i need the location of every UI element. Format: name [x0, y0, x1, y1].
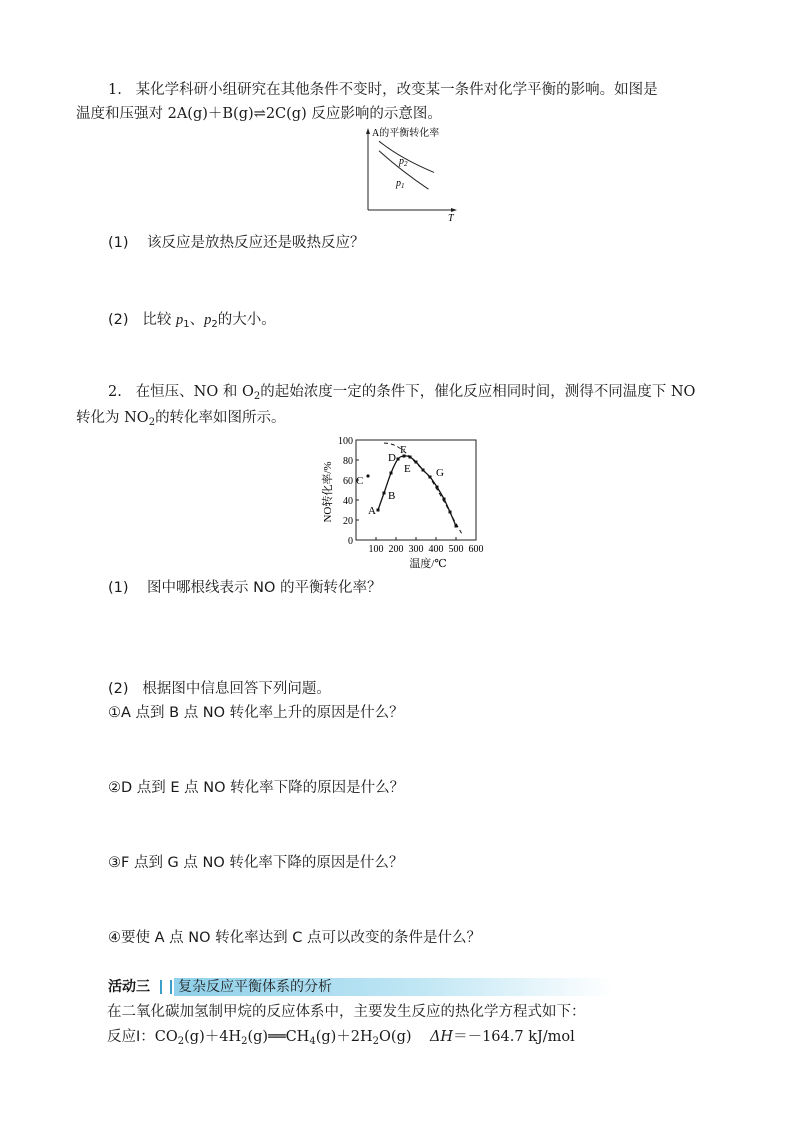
- chart2-xtick-label-500: 500: [448, 544, 464, 555]
- chart2-axes: [338, 436, 484, 555]
- q1-number: 1.: [108, 82, 122, 98]
- chart2-ytick-label-60: 60: [343, 476, 353, 487]
- q2-sub2-text: 根据图中信息回答下列问题。: [142, 681, 331, 697]
- q1-line1: [108, 80, 658, 100]
- chart2-marker: [390, 472, 393, 475]
- chart2-xtick-label-600: 600: [468, 544, 484, 555]
- reaction-1-label: 反应Ⅰ：: [107, 1029, 155, 1045]
- chart2-marker: [383, 492, 386, 495]
- chart2-label-B: B: [388, 490, 396, 502]
- q1-sub1: [108, 233, 364, 253]
- chart2-label-E: E: [404, 463, 411, 475]
- q2-number: 2.: [108, 384, 122, 400]
- chart1-x-arrow-icon: [451, 208, 457, 212]
- q1-stem-line1: 某化学科研小组研究在其他条件不变时，改变某一条件对化学平衡的影响。如图是: [135, 82, 658, 98]
- reaction-arrow-icon: ══: [268, 1029, 286, 1045]
- q2-sub2-number: (2): [108, 681, 129, 697]
- chart2-ytick-label-40: 40: [343, 496, 353, 507]
- reaction-1: 反应Ⅰ：$CO_2(g)+4H_2(g)══CH_4(g)+2H_2O(g)$ ΔH＝－164.7 kJ/mol: [107, 1029, 575, 1047]
- equilibrium-arrow-icon: ⇌: [253, 106, 266, 122]
- chart2-ylabel: NO转化率/%: [322, 461, 334, 523]
- q2-line2: 转化为 $NO_2$的转化率如图所示。: [76, 410, 286, 428]
- delta-h: ΔH: [429, 1029, 454, 1045]
- chart2-xtick-label-200: 200: [388, 544, 404, 555]
- chart-temperature-pressure: [355, 124, 465, 224]
- chart2-points: [356, 444, 444, 517]
- chart1-y-arrow-icon: [366, 128, 370, 134]
- q2-sub1-number: (1): [108, 580, 129, 596]
- q1-line2: [76, 104, 442, 124]
- chart2-label-C: C: [356, 475, 364, 487]
- chart2-ytick-label-80: 80: [343, 456, 353, 467]
- activity-intro: 在二氧化碳加氢制甲烷的反应体系中，主要发生反应的热化学方程式如下：: [107, 1004, 586, 1020]
- chart2-frame: [356, 440, 476, 540]
- activity-label: 活动三: [108, 979, 150, 995]
- chart2-point-C: [366, 474, 369, 477]
- chart2-xtick-label-400: 400: [428, 544, 444, 555]
- q1-sub1-number: (1): [108, 235, 129, 251]
- chart2-marker: [397, 458, 400, 461]
- chart-no-conversion: [318, 432, 508, 572]
- p1-symbol: p: [175, 312, 184, 328]
- q2-sub2: [108, 679, 331, 699]
- chart2-xtick-label-100: 100: [368, 544, 384, 555]
- chart1-label-p1: $p_1$: [396, 178, 405, 190]
- q1-sub1-text: 该反应是放热反应还是吸热反应？: [146, 235, 365, 251]
- activity-banner: [106, 977, 616, 997]
- q2-question-b: ②D 点到 E 点 NO 转化率下降的原因是什么？: [108, 780, 405, 796]
- q2-sub1-text: 图中哪根线表示 NO 的平衡转化率？: [146, 580, 382, 596]
- chart2-xtick-label-300: 300: [408, 544, 424, 555]
- q1-sub2: (2) 比较 $p_1$、$p_2$的大小。: [108, 312, 276, 330]
- q2-question-a: ①A 点到 B 点 NO 转化率上升的原因是什么？: [108, 705, 404, 721]
- chart2-ytick-label-0: 0: [348, 536, 353, 547]
- chart2-label-D: D: [388, 452, 396, 464]
- chart2-label-F: F: [400, 444, 407, 456]
- chart1-label-p2: $p_2$: [399, 156, 408, 168]
- chart2-label-A: A: [368, 505, 376, 517]
- q2-question-c: ③F 点到 G 点 NO 转化率下降的原因是什么？: [108, 855, 404, 871]
- chart2-marker: [377, 509, 380, 512]
- p2-symbol: p: [204, 312, 212, 328]
- banner-divider-icon: [160, 980, 172, 994]
- activity-title: 复杂反应平衡体系的分析: [178, 979, 332, 995]
- q1-equation-right: 2C(g) 反应影响的示意图。: [265, 106, 442, 122]
- chart2-ytick-label-20: 20: [343, 516, 353, 527]
- q2-sub1: [108, 578, 381, 598]
- q2-question-d: ④要使 A 点 NO 转化率达到 C 点可以改变的条件是什么？: [108, 930, 481, 946]
- chart2-ytick-label-100: 100: [338, 436, 353, 447]
- chart1-xlabel: T: [448, 213, 454, 224]
- chart2-xlabel: 温度/℃: [409, 558, 447, 570]
- q2-line1: 2. 在恒压、NO 和 $O_2$的起始浓度一定的条件下，催化反应相同时间，测得不同温度下 NO: [108, 384, 696, 402]
- chart1-ylabel: A的平衡转化率: [372, 128, 440, 139]
- q1-sub2-number: (2): [108, 312, 129, 328]
- q1-equation-left: 温度和压强对 2A(g)＋B(g): [76, 106, 254, 122]
- chart2-label-G: G: [436, 467, 444, 479]
